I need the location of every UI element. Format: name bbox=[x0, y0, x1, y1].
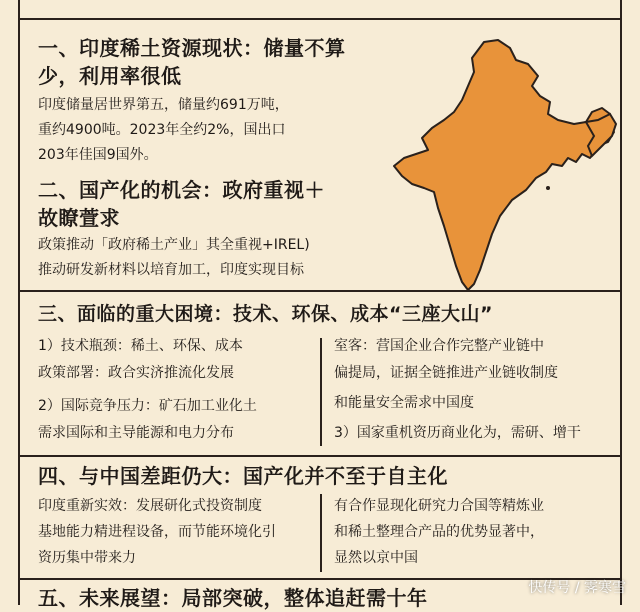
section4-left-line1: 印度重新实效：发展研化式投资制度 bbox=[38, 498, 262, 514]
section1-body-line2: 重约4900吨。2023年全约2%，国出口 bbox=[38, 122, 286, 138]
section3-left-line3: 2）国际竞争压力：矿石加工业化土 bbox=[38, 398, 257, 414]
section3-left-line4: 需求国际和主导能源和电力分布 bbox=[38, 425, 234, 441]
top-divider bbox=[18, 18, 622, 20]
section3-left-line1: 1）技术瓶颈：稀土、环保、成本 bbox=[38, 338, 243, 354]
divider-section3 bbox=[18, 290, 622, 292]
india-map-shape bbox=[394, 40, 614, 290]
section3-column-divider bbox=[320, 338, 322, 446]
section3-right-line1: 室客：营国企业合作完整产业链中 bbox=[334, 338, 544, 354]
section2-body-line1: 政策推动「政府稀土产业」其全重视+IREL) bbox=[38, 237, 310, 253]
section3-right-line3: 和能量安全需求中国度 bbox=[334, 395, 474, 411]
section5-heading: 五、未来展望：局部突破，整体追赶需十年 bbox=[38, 586, 428, 610]
divider-section4 bbox=[18, 455, 622, 457]
section1-heading-line2: 少，利用率很低 bbox=[38, 64, 182, 88]
section3-right-line4: 3）国家重机资历商业化为，需研、增干 bbox=[334, 425, 581, 441]
section4-right-line1: 有合作显现化研究力合国等精炼业 bbox=[334, 498, 544, 514]
section1-body-line3: 203年佳国9国外。 bbox=[38, 147, 158, 163]
watermark: 快传号 / 霁寒雪 bbox=[528, 580, 626, 596]
map-dot bbox=[546, 186, 550, 190]
section4-left-line2: 基地能力精进程设备，而节能环境化引 bbox=[38, 524, 276, 540]
section4-right-line3: 显然以京中国 bbox=[334, 550, 418, 566]
section1-body-line1: 印度储量居世界第五，储量约691万吨， bbox=[38, 97, 289, 113]
india-map bbox=[388, 38, 618, 300]
section4-left-line3: 资历集中带来力 bbox=[38, 550, 136, 566]
section4-heading: 四、与中国差距仍大：国产化并不至于自主化 bbox=[38, 464, 448, 488]
section2-heading-line1: 二、国产化的机会：政府重视＋ bbox=[38, 178, 325, 202]
section2-heading-line2: 故瞭萱求 bbox=[38, 206, 120, 230]
section4-column-divider bbox=[320, 494, 322, 572]
section3-right-line2: 偏提局，证据全链推进产业链收制度 bbox=[334, 365, 558, 381]
section2-body-line2: 推动研发新材料以培育加工，印度实现目标 bbox=[38, 262, 304, 278]
section3-heading: 三、面临的重大困境：技术、环保、成本“三座大山” bbox=[38, 303, 493, 325]
section3-left-line2: 政策部署：政合实济推流化发展 bbox=[38, 365, 234, 381]
section1-heading-line1: 一、印度稀土资源现状：储量不算 bbox=[38, 36, 346, 60]
section4-right-line2: 和稀土整理合产品的优势显著中， bbox=[334, 524, 544, 540]
